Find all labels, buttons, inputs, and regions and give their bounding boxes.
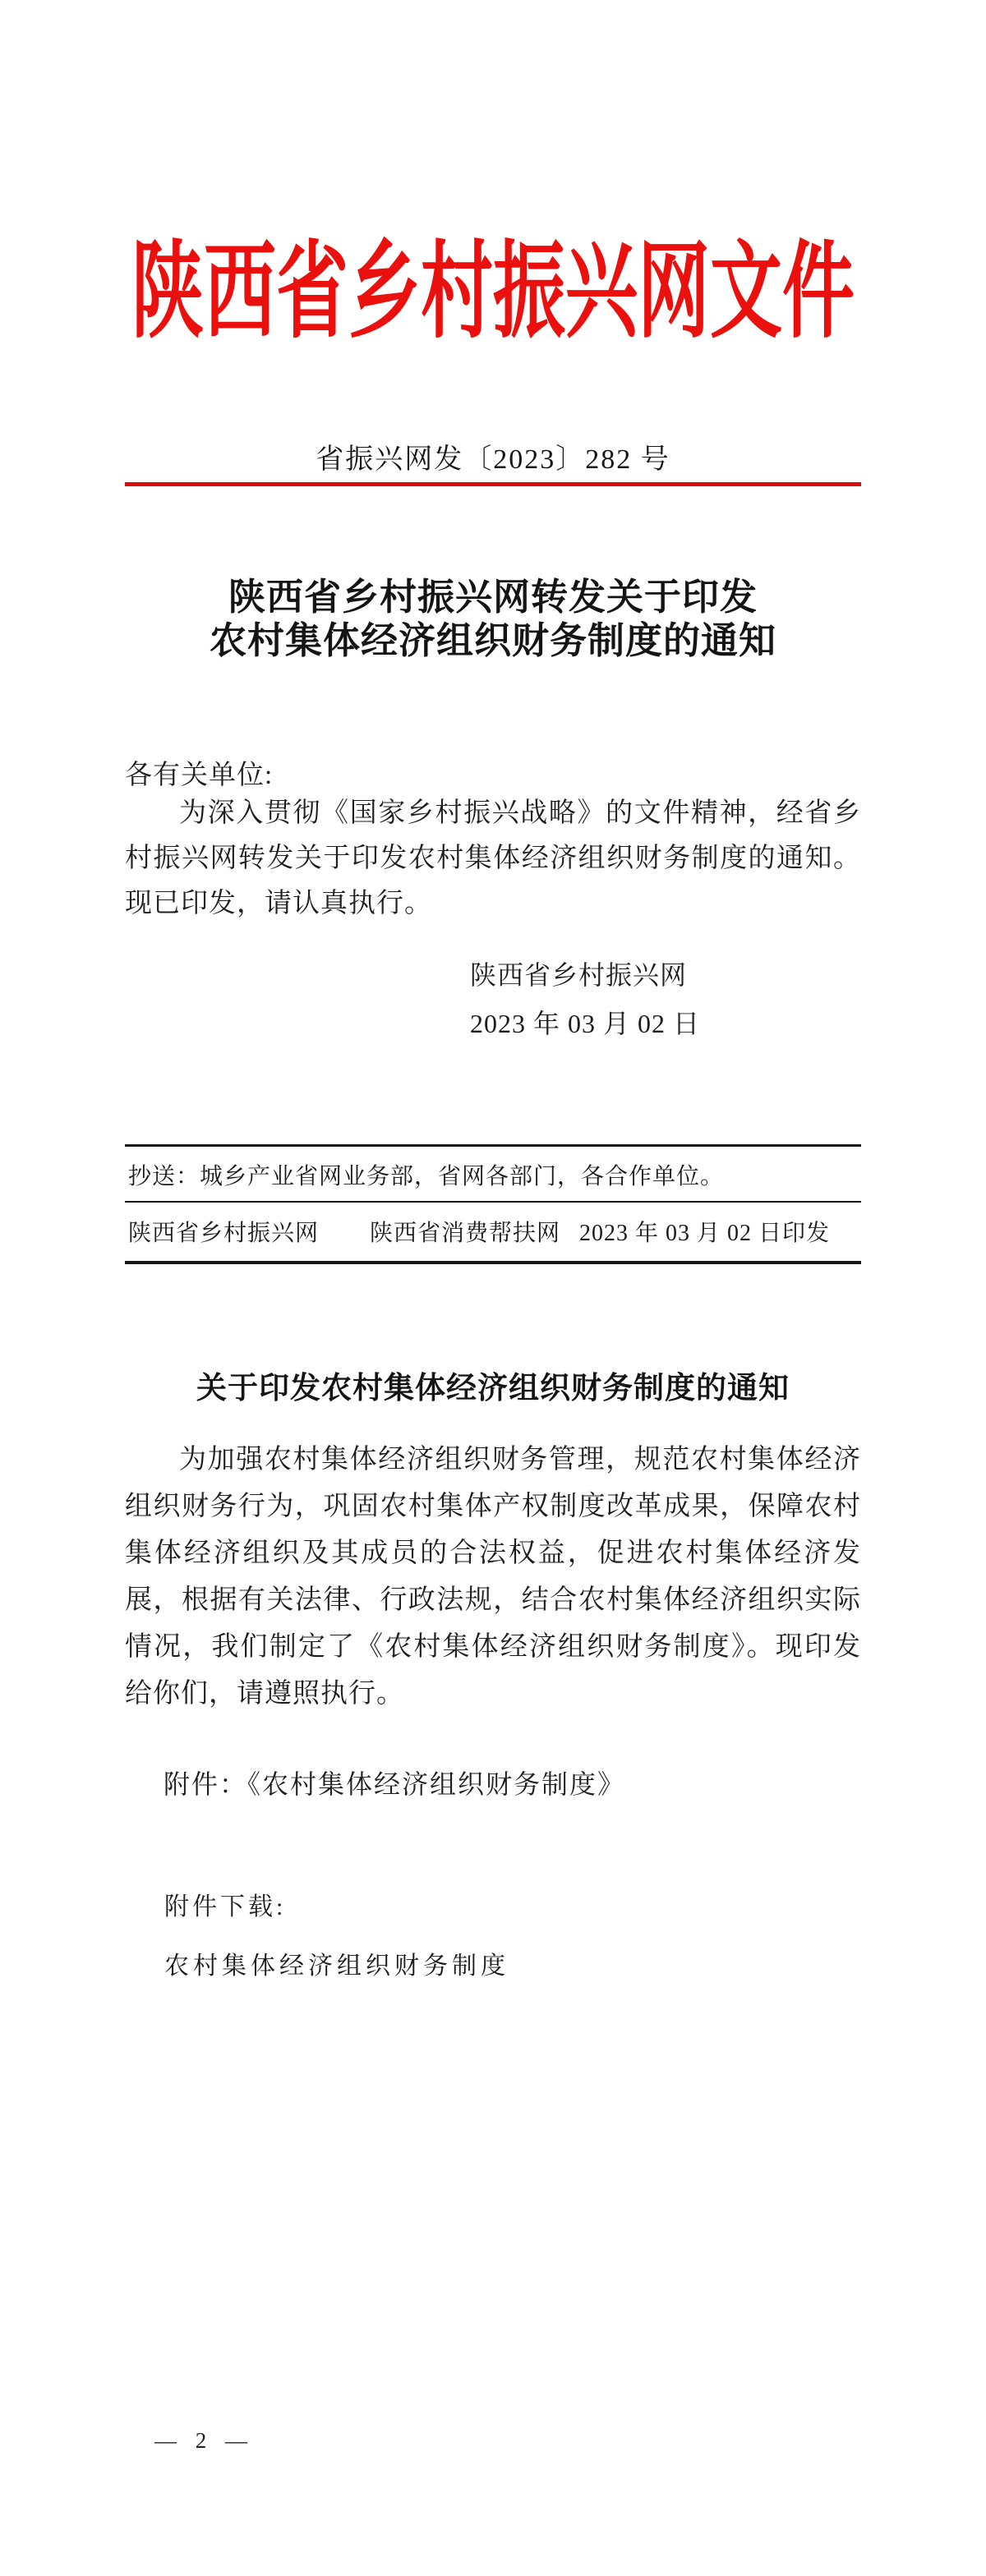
sign-date: 2023 年 03 月 02 日 <box>470 1009 701 1038</box>
notice-title <box>0 576 986 663</box>
issuer-primary: 陕西省乡村振兴网 <box>128 1221 320 1246</box>
attachment-download-link[interactable]: 农村集体经济组织财务制度 <box>164 1953 509 1980</box>
notice-body-paragraph: 为深入贯彻《国家乡村振兴战略》的文件精神，经省乡村振兴网转发关于印发农村集体经济组织财务制度的通知。现已印发，请认真执行。 <box>125 798 861 918</box>
distribution-block <box>125 1144 861 1264</box>
red-header-banner <box>0 235 986 352</box>
document-number: 省振兴网发〔2023〕282 号 <box>316 444 670 475</box>
signer-name: 陕西省乡村振兴网 <box>470 960 688 990</box>
cc-line: 抄送：城乡产业省网业务部，省网各部门，各合作单位。 <box>125 1147 861 1203</box>
page-number: — 2 — <box>154 2428 254 2453</box>
signature-block <box>470 962 700 1037</box>
notice-title-line1: 陕西省乡村振兴网转发关于印发 <box>228 577 758 618</box>
reprint-notice-title: 关于印发农村集体经济组织财务制度的通知 <box>196 1372 790 1405</box>
notice-title-line2: 农村集体经济组织财务制度的通知 <box>209 620 776 661</box>
issuer-secondary: 陕西省消费帮扶网 <box>370 1221 561 1246</box>
red-divider-line <box>125 482 861 486</box>
issue-row <box>125 1203 861 1261</box>
attachment-download-label: 附件下载: <box>164 1893 287 1920</box>
reprint-body-paragraph: 为加强农村集体经济组织财务管理，规范农村集体经济组织财务行为，巩固农村集体产权制度改革成果，保障农村集体经济组织及其成员的合法权益，促进农村集体经济发展，根据有关法律、行政法规，结合农村集体经济组织实际情况，我们制定了《农村集体经济组织财务制度》。现印发给你们，请遵照执行。 <box>125 1445 861 1709</box>
attachment-reference: 附件：《农村集体经济组织财务制度》 <box>164 1769 626 1799</box>
salutation: 各有关单位: <box>125 761 274 790</box>
agency-banner-title: 陕西省乡村振兴网文件 <box>131 235 855 352</box>
print-date: 2023 年 03 月 02 日印发 <box>578 1221 830 1246</box>
